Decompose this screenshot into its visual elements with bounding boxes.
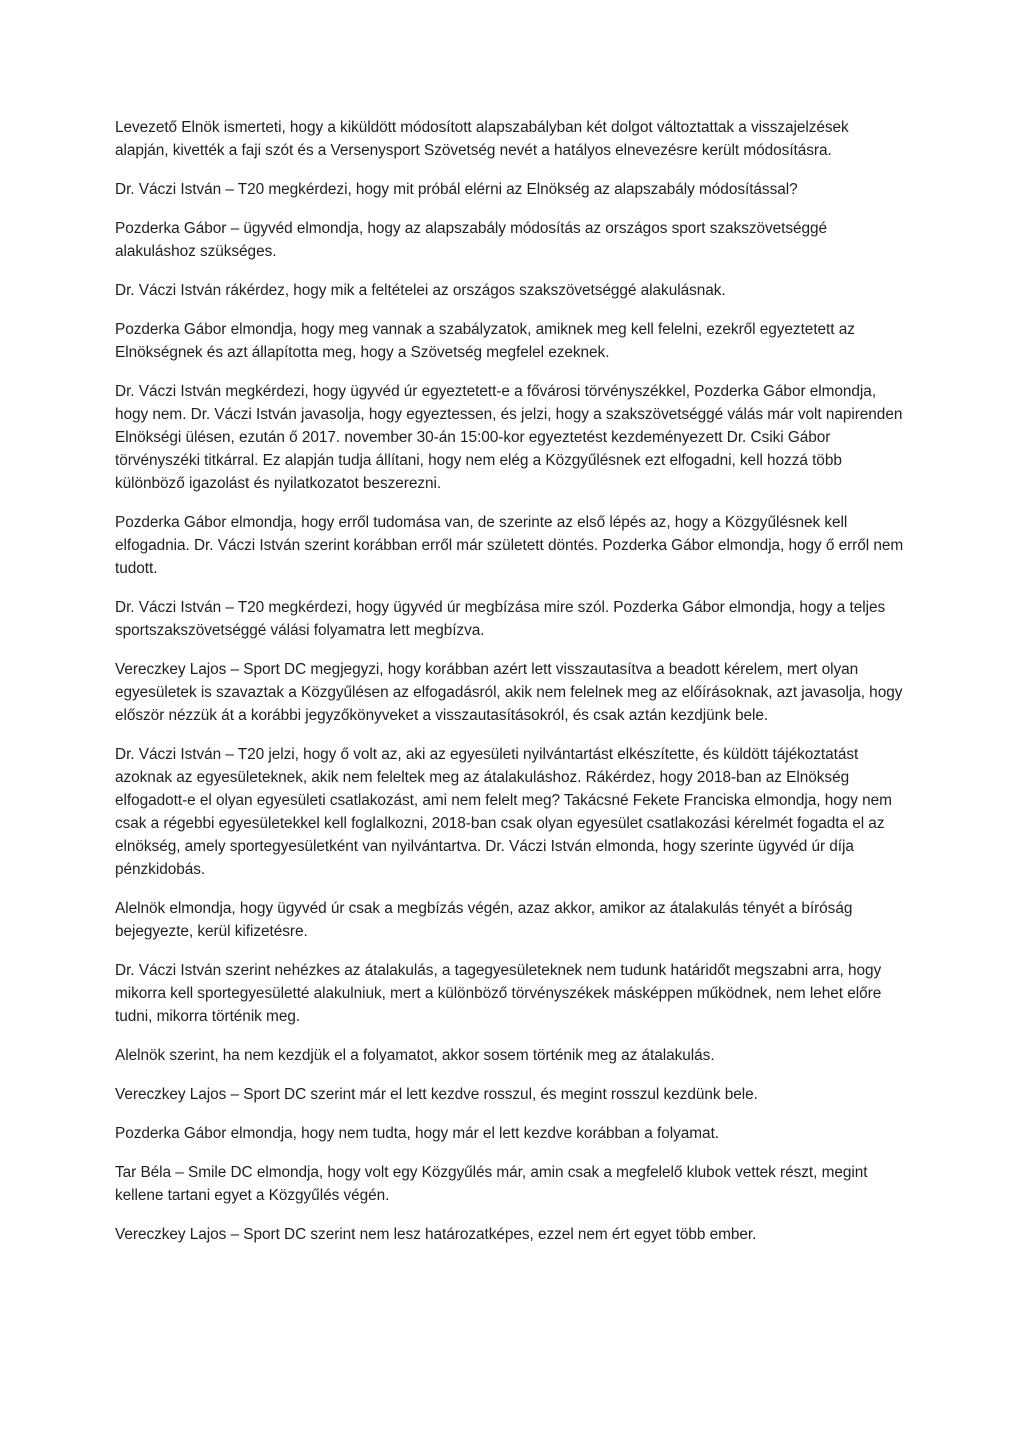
paragraph-1: Levezető Elnök ismerteti, hogy a kiküldött módosított alapszabályban két dolgot változtattak a visszajelzések alapján, kivették a faji szót és a Versenysport Szövetség nevét a hatályos elnevezésre került módosításra.: [115, 119, 849, 159]
paragraph-12: Dr. Váczi István szerint nehézkes az átalakulás, a tagegyesületeknek nem tudunk határidőt megszabni arra, hogy mikorra kell sportegyesületté alakulniuk, mert a különböző törvényszékek másképpen működnek, nem lehet előre tudni, mikorra történik meg.: [115, 962, 882, 1025]
paragraph-2: Dr. Váczi István – T20 megkérdezi, hogy mit próbál elérni az Elnökség az alapszabály módosítással?: [115, 181, 798, 198]
paragraph-15: Pozderka Gábor elmondja, hogy nem tudta, hogy már el lett kezdve korábban a folyamat.: [115, 1125, 720, 1142]
paragraph-14: Vereczkey Lajos – Sport DC szerint már el lett kezdve rosszul, és megint rosszul kezdünk bele.: [115, 1086, 758, 1103]
paragraph-13: Alelnök szerint, ha nem kezdjük el a folyamatot, akkor sosem történik meg az átalakulás.: [115, 1047, 715, 1064]
paragraph-10: Dr. Váczi István – T20 jelzi, hogy ő volt az, aki az egyesületi nyilvántartást elkészítette, és küldött tájékoztatást azoknak az egyesületeknek, akik nem feleltek meg az átalakuláshoz. Rákérdez, hogy 2018-ban az Elnökség elfogadott-e el olyan egyesületi csatlakozást, ami nem felelt meg? Takácsné Fekete Franciska elmondja, hogy nem csak a régebbi egyesületekkel kell foglalkozni, 2018-ban csak olyan egyesület csatlakozási kérelmét fogadta el az elnökség, amely sportegyesületként van nyilvántartva. Dr. Váczi István elmonda, hogy szerinte ügyvéd úr díja pénzkidobás.: [115, 746, 892, 878]
paragraph-4: Dr. Váczi István rákérdez, hogy mik a feltételei az országos szakszövetséggé alakulásnak.: [115, 282, 726, 299]
paragraph-11: Alelnök elmondja, hogy ügyvéd úr csak a megbízás végén, azaz akkor, amikor az átalakulás tényét a bíróság bejegyezte, kerül kifizetésre.: [115, 900, 853, 940]
paragraph-9: Vereczkey Lajos – Sport DC megjegyzi, hogy korábban azért lett visszautasítva a beadott kérelem, mert olyan egyesületek is szavaztak a Közgyűlésen az elfogadásról, akik nem felelnek meg az előírásoknak, azt javasolja, hogy először nézzük át a korábbi jegyzőkönyveket a visszautasításokról, és csak aztán kezdjünk bele.: [115, 661, 903, 724]
paragraph-16: Tar Béla – Smile DC elmondja, hogy volt egy Közgyűlés már, amin csak a megfelelő klubok vettek részt, megint kellene tartani egyet a Közgyűlés végén.: [115, 1164, 868, 1204]
document-body: [115, 116, 905, 1262]
paragraph-3: Pozderka Gábor – ügyvéd elmondja, hogy az alapszabály módosítás az országos sport szakszövetséggé alakuláshoz szükséges.: [115, 220, 828, 260]
paragraph-8: Dr. Váczi István – T20 megkérdezi, hogy ügyvéd úr megbízása mire szól. Pozderka Gábor elmondja, hogy a teljes sportszakszövetséggé válási folyamatra lett megbízva.: [115, 599, 886, 639]
paragraph-5: Pozderka Gábor elmondja, hogy meg vannak a szabályzatok, amiknek meg kell felelni, ezekről egyeztetett az Elnökségnek és azt állapította meg, hogy a Szövetség megfelel ezeknek.: [115, 321, 855, 361]
paragraph-7: Pozderka Gábor elmondja, hogy erről tudomása van, de szerinte az első lépés az, hogy a Közgyűlésnek kell elfogadnia. Dr. Váczi István szerint korábban erről már született döntés. Pozderka Gábor elmondja, hogy ő erről nem tudott.: [115, 514, 904, 577]
paragraph-6: Dr. Váczi István megkérdezi, hogy ügyvéd úr egyeztetett-e a fővárosi törvényszékkel, Pozderka Gábor elmondja, hogy nem. Dr. Váczi István javasolja, hogy egyeztessen, és jelzi, hogy a szakszövetséggé válás már volt napirenden Elnökségi ülésen, ezután ő 2017. november 30-án 15:00-kor egyeztetést kezdeményezett Dr. Csiki Gábor törvényszéki titkárral. Ez alapján tudja állítani, hogy nem elég a Közgyűlésnek ezt elfogadni, kell hozzá több különböző igazolást és nyilatkozatot beszerezni.: [115, 383, 903, 492]
paragraph-17: Vereczkey Lajos – Sport DC szerint nem lesz határozatképes, ezzel nem ért egyet több ember.: [115, 1226, 757, 1243]
